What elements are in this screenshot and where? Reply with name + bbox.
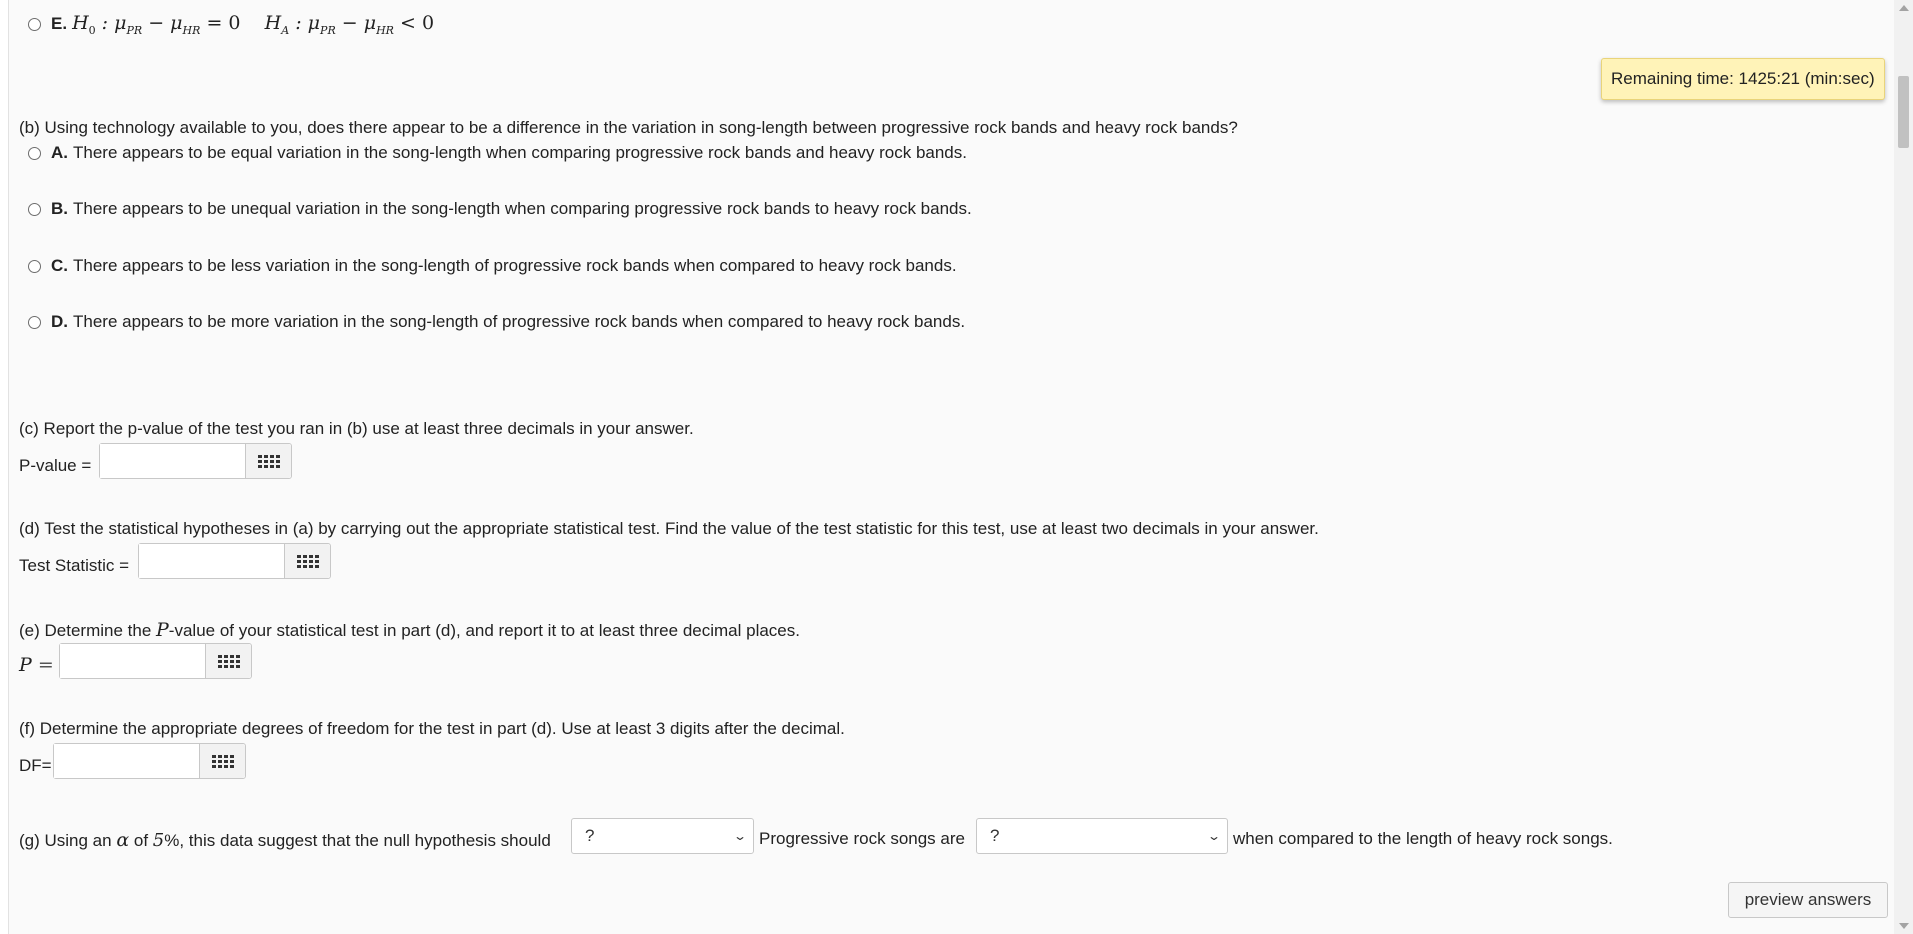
option-e[interactable] [28, 12, 434, 37]
option-text: There appears to be unequal variation in the song-length when comparing progressive rock bands to heavy rock bands. [73, 199, 972, 218]
select-value: ? [585, 826, 595, 845]
keypad-button[interactable] [246, 444, 291, 478]
question-g-text: (g) Using an α of 5%, this data suggest that the null hypothesis should [19, 829, 551, 851]
option-letter: D. [51, 312, 68, 331]
chevron-down-icon: ⌄ [1206, 829, 1222, 843]
scroll-down-arrow-icon[interactable] [1899, 923, 1909, 929]
remaining-time-badge [1601, 58, 1885, 100]
keypad-grid-icon [218, 655, 240, 668]
test-statistic-input[interactable] [139, 544, 285, 578]
null-hypothesis-select[interactable] [571, 818, 754, 854]
keypad-grid-icon [212, 755, 234, 768]
question-e: (e) Determine the P-value of your statistical test in part (d), and report it to at least three decimal places. [19, 619, 800, 641]
option-text: There appears to be less variation in the song-length of progressive rock bands when compared to heavy rock bands. [73, 256, 957, 275]
df-answer-box[interactable] [53, 743, 246, 779]
question-page [8, 0, 1895, 934]
keypad-button[interactable] [200, 744, 245, 778]
preview-answers-label: preview answers [1744, 890, 1872, 909]
option-letter: B. [51, 199, 68, 218]
df-label: DF= [19, 756, 52, 775]
option-b-b[interactable] [28, 199, 972, 219]
option-b-c[interactable] [28, 256, 957, 276]
question-c: (c) Report the p-value of the test you ran in (b) use at least three decimals in your answer. [19, 419, 694, 438]
keypad-button[interactable] [206, 644, 251, 678]
option-e-hypotheses: $H_0$ : $\mu_{PR} - \mu_{HR} = 0$ $H_A$ : $\mu_{PR} - \mu_{HR} < 0$ [72, 12, 435, 37]
scroll-up-arrow-icon[interactable] [1899, 5, 1909, 11]
option-letter: A. [51, 143, 68, 162]
option-e-letter: E. [51, 14, 68, 34]
option-text: There appears to be equal variation in the song-length when comparing progressive rock bands and heavy rock bands. [73, 143, 967, 162]
radio-option-c[interactable] [28, 260, 41, 273]
select-value: ? [990, 826, 1000, 845]
question-b: (b) Using technology available to you, does there appear to be a difference in the variation in song-length between progressive rock bands and heavy rock bands? [19, 118, 1238, 137]
test-statistic-answer-box[interactable] [138, 543, 331, 579]
option-b-a[interactable] [28, 143, 967, 163]
radio-option-a[interactable] [28, 147, 41, 160]
question-f: (f) Determine the appropriate degrees of freedom for the test in part (d). Use at least 3 digits after the decimal. [19, 719, 845, 738]
p-answer-box[interactable] [59, 643, 252, 679]
scrollbar-thumb[interactable] [1898, 76, 1909, 148]
question-g-text-3: when compared to the length of heavy rock songs. [1233, 829, 1613, 848]
p-label: P = [19, 654, 54, 676]
p-value-label: P-value = [19, 456, 92, 475]
option-letter: C. [51, 256, 68, 275]
question-g-text-2: Progressive rock songs are [759, 829, 965, 848]
comparison-select[interactable] [976, 818, 1228, 854]
p-value-answer-box[interactable] [99, 443, 292, 479]
p-input[interactable] [60, 644, 206, 678]
keypad-grid-icon [297, 555, 319, 568]
question-d: (d) Test the statistical hypotheses in (a) by carrying out the appropriate statistical test. Find the value of the test statistic for this test, use at least two decimals in your answer. [19, 519, 1319, 538]
radio-option-e[interactable] [28, 18, 41, 31]
radio-option-d[interactable] [28, 316, 41, 329]
page-scrollbar[interactable] [1894, 0, 1913, 934]
preview-answers-button[interactable] [1728, 882, 1888, 918]
chevron-down-icon: ⌄ [732, 829, 748, 843]
keypad-grid-icon [258, 455, 280, 468]
radio-option-b[interactable] [28, 203, 41, 216]
test-statistic-label: Test Statistic = [19, 556, 130, 575]
option-b-d[interactable] [28, 312, 965, 332]
keypad-button[interactable] [285, 544, 330, 578]
option-text: There appears to be more variation in the song-length of progressive rock bands when compared to heavy rock bands. [73, 312, 966, 331]
p-value-input[interactable] [100, 444, 246, 478]
df-input[interactable] [54, 744, 200, 778]
remaining-time-text: Remaining time: 1425:21 (min:sec) [1611, 69, 1875, 88]
